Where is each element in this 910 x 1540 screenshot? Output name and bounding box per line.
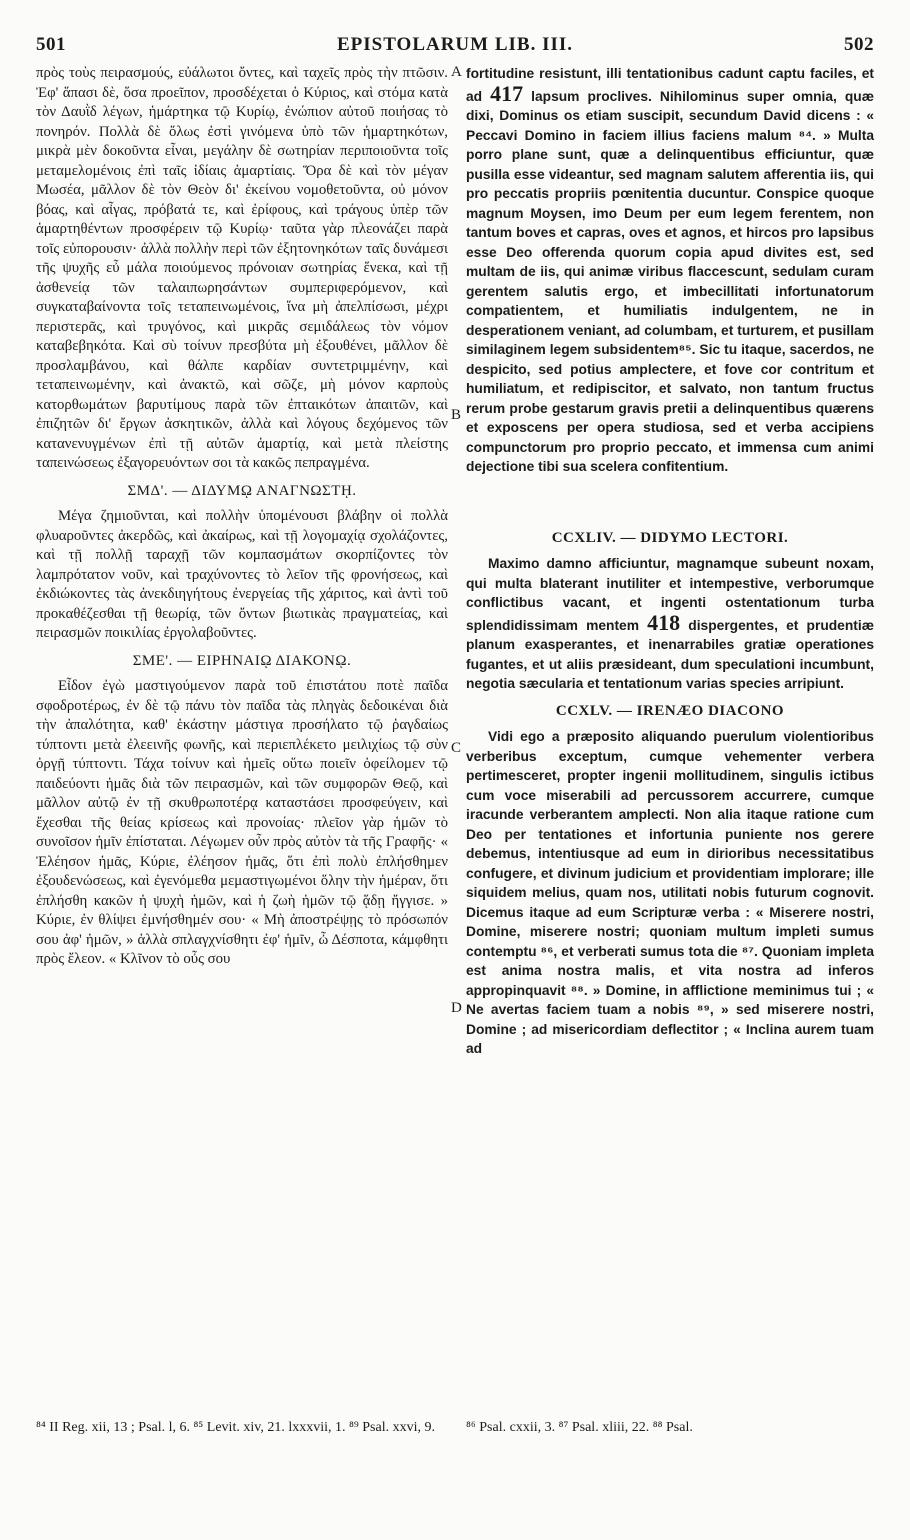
page-number-left: 501 [36, 34, 66, 55]
greek-column [36, 64, 448, 970]
footnotes-right: ⁸⁶ Psal. cxxii, 3. ⁸⁷ Psal. xliii, 22. ⁸⁸ Psal. [466, 1420, 693, 1435]
greek-section-text-244: Μέγα ζημιοῦνται, καὶ πολλὴν ὑπομένουσι βλάβην οἱ πολλὰ φλυαροῦντες ἀκερδῶς, καὶ ἀκαίρως, καὶ τῇ λογομαχίᾳ σχολάζοντες, καὶ τῇ πολλῇ ταραχῇ τῶν κομπασμάτων σκορπίζοντες τὸν λαμπρότατον νοῦν, καὶ τραχύνοντες τὸ λεῖον τῆς φρονήσεως, καὶ ἐκδιώκοντες τὰς ἀνεκδιηγήτους ἐνεργείας τῆς χάριτος, καὶ ἀντὶ τοῦ προκαθέζεσθαι τῇ θεωρίᾳ, τῶν ὄντων βιωτικὰς πραγματείας, καὶ πειρασμῶν ποικιλίας ἐργολαβοῦντες. [36, 508, 448, 641]
greek-section-title-245: ΣΜΕ'. — ΕΙΡΗΝΑΙῼ ΔΙΑΚΟΝῼ. [132, 652, 352, 669]
greek-section-title-244: ΣΜΔ'. — ΔΙΔΥΜῼ ΑΝΑΓΝΩΣΤῌ. [127, 482, 357, 499]
latin-section-text-244-a: Maximo damno afficiuntur, magnamque subeunt noxam, qui multa blaterant inutiliter et intempestive, verborumque conflictibus vacant, et ingenti ostentationum turba splendidissimam mentem [466, 556, 874, 633]
greek-section-text-245: Εἶδον ἐγὼ μαστιγούμενον παρὰ τοῦ ἐπιστάτου ποτὲ παῖδα σφοδροτέρως, ἐν δὲ τῷ πάνυ τὸν παῖδα τὰς πληγὰς δεδοικέναι διὰ τὴν ἀπαλότητα, καθ' ἑκάστην μάστιγα προσήλατο τῷ ῥαγδαίως τύπτοντι μετὰ ἐλεεινῆς φωνῆς, καὶ περιεπλέκετο μειλιχίως τῷ σὺν ὀργῇ τύπτοντι. Τάχα τοίνυν καὶ ἡμεῖς οὕτω ποιεῖν ὀφείλομεν τῷ παιδεύοντι ἡμᾶς διὰ τῶν πειρασμῶν, καὶ τῶν συμφορῶν Θεῷ, καὶ μᾶλλον αὐτῷ ἐν τῇ σκυθρωποτέρᾳ καταστάσει προσφεύγειν, καὶ ἔχεσθαι τῆς θείας κρίσεως καὶ προνοίας· πλεῖον γὰρ ἡμῶν τὸ συνοῖσον ἡμῖν ἐπίσταται. Λέγωμεν οὖν πρὸς αὐτὸν τὰ τῆς Γραφῆς· « Ἐλέησον ἡμᾶς, Κύριε, ἐλέησον ἡμᾶς, ὅτι ἐπὶ πολὺ ἐπλήσθημεν ἐξουδενώσεως, καὶ ἐγενόμεθα μεμαστιγωμένοι ὅλην τὴν ἡμέραν, ὅτι ἐπλήσθη κακῶν ἡ ψυχὴ ἡμῶν, καὶ ἡ ζωὴ ἡμῶν τῷ ᾅδῃ ἤγγισε. » Κύριε, ἐν θλίψει ἐμνήσθημέν σου· « Μὴ ἀποστρέψῃς τὸ πρόσωπόν σου ἀφ' ἡμῶν, » ἀλλὰ σπλαγχνίσθητι ἐφ' ἡμῖν, ὦ Δέσποτα, κάμφθητι πρὸς ἔλεον. « Κλῖνον τὸ οὖς σου [36, 678, 448, 967]
latin-intro-a: fortitudine resistunt, illi tentationibus cadunt captu faciles, et ad [466, 66, 874, 104]
latin-section-text-245: Vidi ego a præposito aliquando puerulum violentioribus verberibus exceptum, cumque vehementer verbera pertimesceret, propter ingenii mollitudinem, singulis ictibus cum voce miserabili ad percussorem accurrere, cumque iracunde verberantem amplecti. Non alia itaque ratione cum Deo per tentationes et infortunia puniente nos gerere debemus, intentiusque ad eum in dirioribus necessitatibus confugere, et divinum judicium et providentiam implorare; ille siquidem melius, quam nos, utilitati nobis futurum cognovit. Dicemus itaque ad eum Scripturæ verba : « Miserere nostri, Domine, miserere nostri; quoniam multum impleti sumus contemptu ⁸⁶, et verberati sumus tota die ⁸⁷. Quoniam impleta est anima nostra malis, et vita nostra ad inferos appropinquavit ⁸⁸. » Domine, in afflictione meminimus tui ; « Ne avertas faciem tuam a nobis ⁸⁹, » sed miserere nostri, Domine ; ad misericordiam deflectitor ; « Inclina aurem tuam ad [466, 729, 874, 1056]
margin-letter-b: B [451, 407, 462, 423]
margin-letter-c: C [451, 740, 462, 756]
latin-section-title-244: CCXLIV. — DIDYMO LECTORI. [551, 529, 789, 546]
latin-column [466, 64, 874, 1059]
running-head: EPISTOLARUM LIB. III. [336, 34, 574, 55]
latin-intro [466, 64, 874, 477]
latin-section-text-244 [466, 554, 874, 694]
margin-letter-a: A [451, 64, 462, 80]
margin-letter-d: D [451, 1000, 462, 1016]
footnotes-left: ⁸⁴ II Reg. xii, 13 ; Psal. l, 6. ⁸⁵ Levit. xiv, 21. lxxxvii, 1. ⁸⁹ Psal. xxvi, 9. [36, 1420, 435, 1435]
latin-section-text-244-b: dispergentes, et prudentiæ planum exasperantes, et inenarrabiles gratiæ operationes fugantes, et ut aliis præsideant, dum speculationi incumbunt, negotia sæcularia et tentationum varias species arripiunt. [466, 617, 874, 691]
column-marker-418: 418 [647, 609, 681, 635]
greek-intro: πρὸς τοὺς πειρασμούς, εὐάλωτοι ὄντες, καὶ ταχεῖς πρὸς τὴν πτῶσιν. Ἐφ' ἅπασι δὲ, ὅσα προεῖπον, προσδέχεται ὁ Κύριος, καὶ στόμα κατὰ τὸν Δαυῒδ λέγων, ἡμάρτηκα τῷ Κυρίῳ, ἐνώπιον αὐτοῦ ποιήσας τὸ πονηρόν. Πολλὰ δὲ ὅλως ἐστὶ γινόμενα ὑπὸ τῶν ἡμαρτηκότων, μικρὰ μὲν δοκοῦντα εἶναι, μεγάλην δὲ σωτηρίαν περιποιοῦντα τοῖς μεταμελομένοις ἐπὶ ταῖς ἰδίαις ἁμαρτίαις. Ὅρα δὲ καὶ τὸν μέγαν Μωσέα, μᾶλλον δὲ τὸν Θεὸν δι' ἐκείνου νομοθετοῦντα, οὐ μόνον βόας, καὶ αἶγας, πρόβατά τε, καὶ ἐρίφους, καὶ τράγους ὑπὲρ τῶν ἁμαρτηθέντων προσφέρειν τῷ Κυρίῳ· ταῦτα γὰρ πλεονάζει παρὰ τοῖς εὐπορουσιν· ἀλλὰ πολλὴν περὶ τῶν ἐξητονηκότων ταῖς δυνάμεσι τῆς ψυχῆς εὖ μάλα ποιούμενος πρόνοιαν σωτηρίας ἕνεκα, καὶ τῇ ἀσθενείᾳ τῶν ταλαιπωρησάντων συμπεριφερόμενον, καὶ συγκαταβαίνοντα τοῖς τεταπεινωμένοις, ἵνα μὴ ἀπελπίσωσι, μέχρι περιστερᾶς, καὶ τρυγόνος, καὶ μικρᾶς σεμιδάλεως τὸν νόμον καταβεβηκότα. Καὶ σὺ τοίνυν πρεσβύτα μὴ ἐξουθένει, μᾶλλον δὲ προσλαμβάνου, καὶ θάλπε καρδίαν συντετριμμένην, καὶ τεταπεινωμένην, καὶ ἀνακτῶ, καὶ σῶζε, μὴ μόνον καρποὺς κατορθωμάτων βαρυτίμους παρὰ τῶν ἐπταικότων ἀπαιτῶν, καὶ ἐπιζητῶν δι' ἔργων ἀσκητικῶν, ἀλλὰ καὶ λόγους δεχόμενος τῶν κατανενυγμένων ἐπὶ τῇ αὐτῶν ἁμαρτίᾳ, καὶ μετὰ πλείστης ταπεινώσεως ἐξαγορευόντων σοι τὰ κακῶς πεπραγμένα. [36, 65, 448, 471]
latin-intro-b: lapsum proclives. Nihilominus super omnia, quæ dixi, Dominus os etiam suscipit, secundum David dicens : « Peccavi Domino in faciem illius faciens malum ⁸⁴. » Multa porro plane sunt, quæ a delinquentibus efficiuntur, quæ pusilla esse videantur, sed magnam salutem afferentia iis, qui pro peccatis propriis pœnitentia ducuntur. Conspice quoque magnum Moysen, imo Deum per eum legem ferentem, non tantum boves et capras, oves et agnos, et hircos pro lapsibus esse Deo offerenda quorum copia apud divites est, sed multam de iis, qui animæ viribus flaccescunt, sedulam curam gerentem salutis ergo, et imbecillitati infortunatorum compatientem, et humiliatis indulgentem, ne in desperationem veniant, ad columbam, et turturem, et pusillam similaginem legem subsidentem⁸⁵. Sic tu itaque, sacerdos, ne despicito, sed potius amplectere, et fove cor contritum et humiliatum, et redipiscitor, et salvato, non tantum fructus rerum probe gestarum gravis pretii a delinquentibus quærens et exposcens per opera studiosa, sed et verba accipiens compunctorum pro proprio peccato, et immensa cum animi dejectione tibi sua scelera confitentium. [466, 88, 874, 474]
column-marker-417: 417 [490, 80, 524, 106]
latin-section-title-245: CCXLV. — IRENÆO DIACONO [555, 702, 785, 719]
page-number-right: 502 [844, 34, 874, 55]
